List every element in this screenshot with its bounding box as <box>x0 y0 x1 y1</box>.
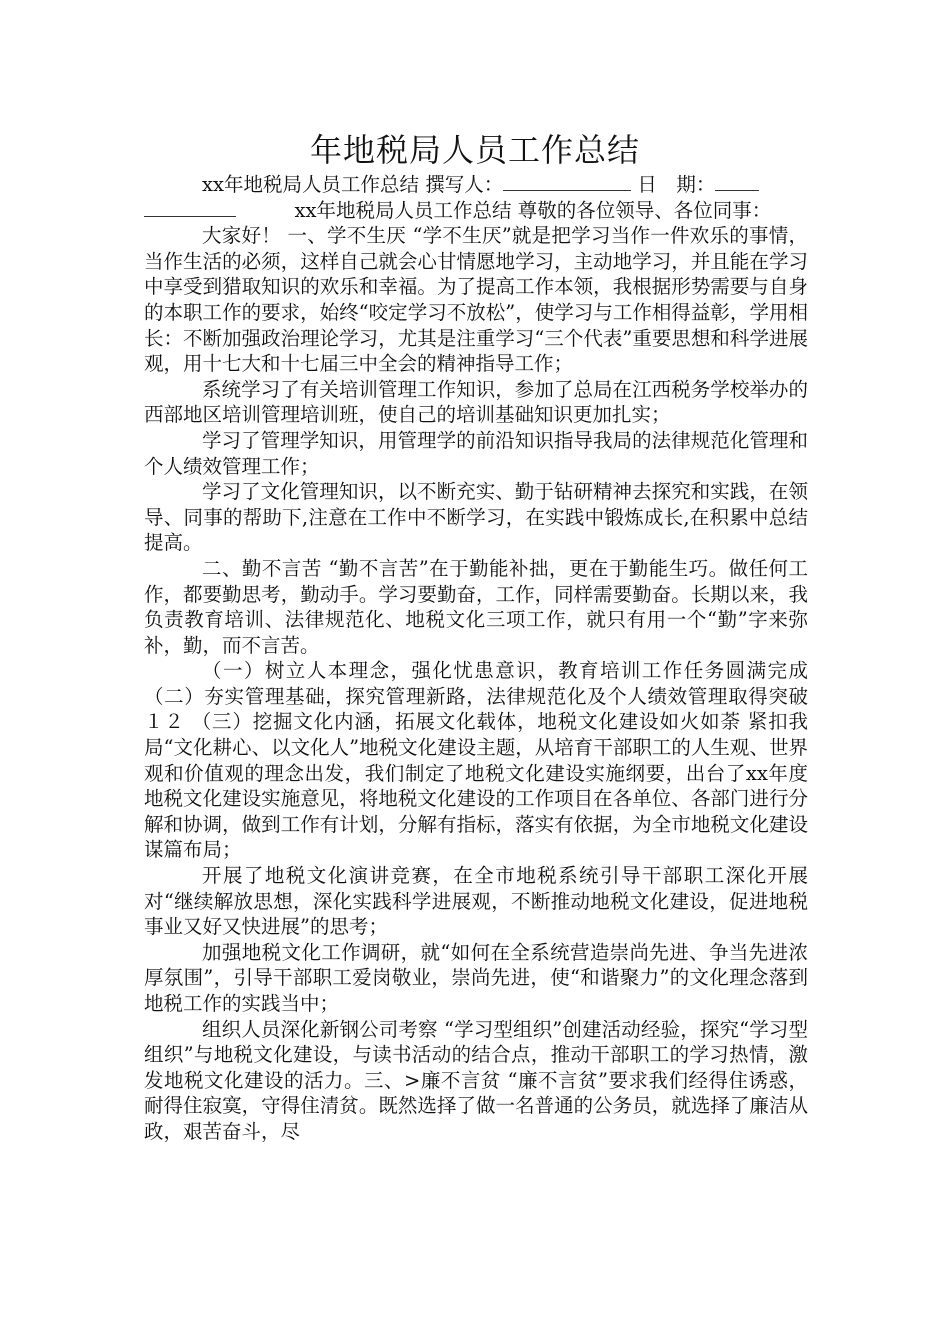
paragraph: 学习了管理学知识，用管理学的前沿知识指导我局的法律规范化管理和个人绩效管理工作； <box>144 428 808 478</box>
doc-name: xx年地税局人员工作总结 <box>202 173 419 196</box>
date-blank <box>715 172 759 191</box>
header-line <box>144 172 808 223</box>
paragraph: 系统学习了有关培训管理工作知识，参加了总局在江西税务学校举办的西部地区培训管理培训班，使自己的培训基础知识更加扎实； <box>144 377 808 427</box>
paragraph: （一）树立人本理念，强化忧患意识，教育培训工作任务圆满完成 （二）夯实管理基础，探究管理新路，法律规范化及个人绩效管理取得突破 １２ （三）挖掘文化内涵，拓展文化载体，地税文化建设如火如荼 紧扣我局“文化耕心、以文化人”地税文化建设主题，从培育干部职工的人生观、世界观和价值观的理念出发，我们制定了地税文化建设实施纲要，出台了xx年度地税文化建设实施意见，将地税文化建设的工作项目在各单位、各部门进行分解和协调，做到工作有计划，分解有指标，落实有依据，为全市地税文化建设谋篇布局； <box>144 659 808 862</box>
document-title: 年地税局人员工作总结 <box>309 131 640 169</box>
paragraph: 开展了地税文化演讲竞赛，在全市地税系统引导干部职工深化开展对“继续解放思想，深化实践科学进展观，不断推动地税文化建设，促进地税事业又好又快进展”的思考； <box>144 864 808 939</box>
document-body <box>144 172 808 1145</box>
paragraph: 二、勤不言苦 “勤不言苦”在于勤能补拙，更在于勤能生巧。做任何工作，都要勤思考，勤动手。学习要勤奋，工作，同样需要勤奋。长期以来，我负责教育培训、法律规范化、地税文化三项工作，就只有用一个“勤”字来弥补，勤，而不言苦。 <box>144 556 808 657</box>
paragraph: 加强地税文化工作调研，就“如何在全系统营造崇尚先进、争当先进浓厚氛围”，引导干部职工爱岗敬业，崇尚先进，使“和谐聚力”的文化理念落到地税工作的实践当中； <box>144 940 808 1015</box>
salutation: xx年地税局人员工作总结 尊敬的各位领导、各位同事： <box>294 198 772 222</box>
date-label: 日 期： <box>637 173 716 196</box>
paragraph: 组织人员深化新钢公司考察 “学习型组织”创建活动经验，探究“学习型组织”与地税文化建设，与读书活动的结合点，推动干部职工的学习热情，激发地税文化建设的活力。三、>廉不言贫 “廉不言贫”要求我们经得住诱惑，耐得住寂寞，守得住清贫。既然选择了做一名普通的公务员，就选择了廉洁从政，艰苦奋斗，尽 <box>144 1017 808 1143</box>
paragraph: 大家好！ 一、学不生厌 “学不生厌”就是把学习当作一件欢乐的事情，当作生活的必须，这样自己就会心甘情愿地学习，主动地学习，并且能在学习中享受到猎取知识的欢乐和幸福。为了提高工作本领，我根据形势需要与自身的本职工作的要求，始终“咬定学习不放松”，使学习与工作相得益彰，学用相长：不断加强政治理论学习，尤其是注重学习“三个代表”重要思想和科学进展观，用十七大和十七届三中全会的精神指导工作； <box>144 224 808 376</box>
paragraph: 学习了文化管理知识，以不断充实、勤于钻研精神去探究和实践，在领导、同事的帮助下,注意在工作中不断学习，在实践中锻炼成长,在积累中总结提高。 <box>144 480 808 555</box>
author-blank <box>503 172 631 191</box>
date-blank-continued <box>144 198 236 217</box>
author-label: 撰写人： <box>425 173 504 196</box>
